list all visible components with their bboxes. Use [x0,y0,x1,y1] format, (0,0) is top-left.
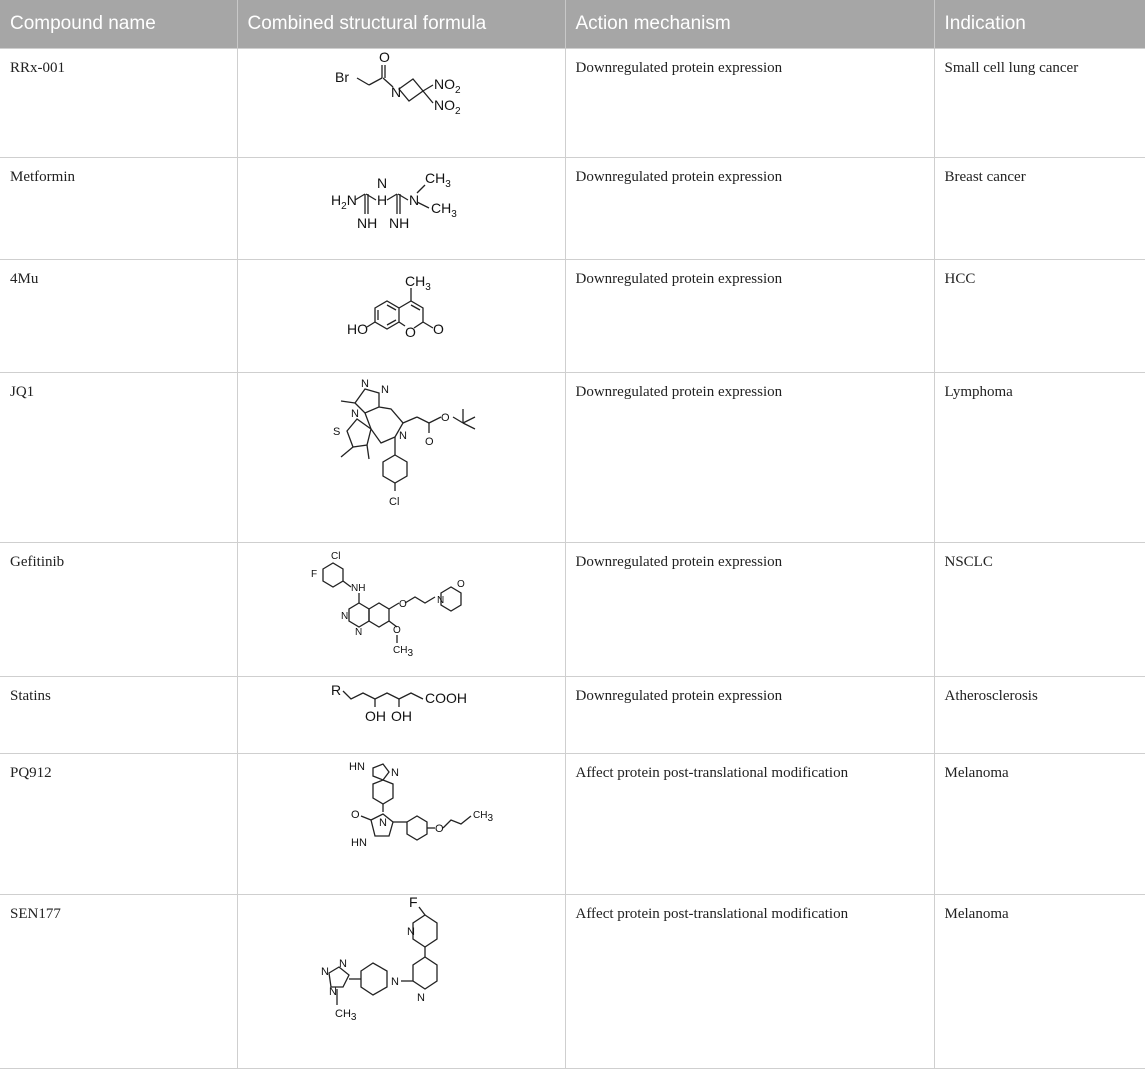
svg-text:H2N: $H_2N$ [331,191,357,212]
svg-text:N: N [361,377,369,390]
table-row [0,372,1145,542]
pq912-structure-image [311,754,494,894]
gefitinib-structure-image [301,543,501,663]
svg-text:HO: HO [347,320,368,337]
svg-text:CH3: CH3 [393,644,414,659]
compound-name: Metformin [0,157,237,259]
svg-text:OH: OH [391,707,412,724]
svg-text:HN: HN [349,760,365,773]
svg-text:O: O [405,323,416,340]
indication: Melanoma [934,894,1145,1068]
action-mechanism: Downregulated protein expression [565,259,934,372]
svg-text:O: O [425,435,434,448]
svg-text:N: N [391,766,399,779]
table-row [0,676,1145,753]
table-row [0,894,1145,1068]
atom-label: N [391,83,402,100]
svg-text:COOH: COOH [425,689,467,706]
atom-label: Br [335,68,349,85]
svg-text:N: N [339,957,347,970]
svg-text:O: O [351,808,360,821]
svg-text:CH3: $CH_3$ [405,272,431,293]
indication: Small cell lung cancer [934,48,1145,157]
svg-text:N: N [379,816,387,829]
svg-text:O: O [457,578,465,590]
svg-text:NH: NH [389,214,410,231]
action-mechanism: Affect protein post-translational modification [565,753,934,894]
indication: Breast cancer [934,157,1145,259]
jq1-structure-image [311,373,491,538]
svg-text:N: N [341,610,349,622]
svg-text:H: H [377,191,388,208]
svg-text:N: N [409,191,420,208]
metformin-structure-image [321,158,481,258]
action-mechanism: Downregulated protein expression [565,372,934,542]
svg-text:F: F [311,568,318,580]
svg-text:Cl: Cl [389,495,400,508]
svg-text:N: N [381,383,389,396]
action-mechanism: Downregulated protein expression [565,676,934,753]
svg-text:O: O [393,624,401,636]
compound-name: SEN177 [0,894,237,1068]
svg-text:NH: NH [357,214,378,231]
svg-text:N: N [407,925,415,938]
structural-formula [237,48,565,157]
sen177-structure-image [301,895,501,1065]
svg-text:N: N [355,626,363,638]
svg-text:O: O [433,320,444,337]
action-mechanism: Downregulated protein expression [565,48,934,157]
svg-text:NO2: $NO_2$ [434,75,461,96]
header-compound-name: Compound name [0,0,237,48]
indication: Melanoma [934,753,1145,894]
table-row [0,542,1145,676]
structural-formula [237,372,565,542]
action-mechanism: Downregulated protein expression [565,157,934,259]
svg-text:CH3: $CH_3$ [425,169,451,190]
svg-text:N: N [329,985,337,998]
svg-text:NH: NH [351,582,366,594]
action-mechanism: Downregulated protein expression [565,542,934,676]
svg-text:N: N [399,429,407,442]
table-row [0,259,1145,372]
svg-text:O: O [399,598,407,610]
svg-text:N: N [351,407,359,420]
svg-text:OH: OH [365,707,386,724]
table-row [0,48,1145,157]
svg-text:R: R [331,681,342,698]
structural-formula [237,894,565,1068]
compound-name: RRx-001 [0,48,237,157]
header-action-mechanism: Action mechanism [565,0,934,48]
header-structural-formula: Combined structural formula [237,0,565,48]
atom-label: O [379,48,390,65]
svg-text:N: N [417,991,425,1004]
structural-formula [237,259,565,372]
rrx-001-structure-image [321,49,481,149]
structural-formula [237,676,565,753]
svg-text:O: O [441,411,450,424]
compound-name: Statins [0,676,237,753]
indication: Atherosclerosis [934,676,1145,753]
svg-text:N: N [377,174,388,191]
indication: HCC [934,259,1145,372]
svg-text:NO2: $NO_2$ [434,96,461,117]
svg-text:S: S [333,425,341,438]
svg-text:Cl: Cl [331,550,341,562]
svg-text:HN: HN [351,836,367,849]
indication: NSCLC [934,542,1145,676]
4mu-structure-image [321,260,481,370]
structural-formula [237,753,565,894]
svg-text:N: N [437,594,445,606]
table-row [0,753,1145,894]
compound-name: Gefitinib [0,542,237,676]
svg-text:N: N [391,975,399,988]
svg-text:N: N [321,965,329,978]
compound-name: 4Mu [0,259,237,372]
svg-text:CH3: $CH_3$ [431,199,457,220]
table-header-row [0,0,1145,48]
svg-text:F: F [409,893,418,910]
statins-structure-image [311,677,491,747]
indication: Lymphoma [934,372,1145,542]
table-row [0,157,1145,259]
compound-name: JQ1 [0,372,237,542]
compound-name: PQ912 [0,753,237,894]
svg-text:CH3: CH3 [335,1007,357,1023]
structural-formula [237,542,565,676]
svg-text:O: O [435,822,444,835]
structural-formula [237,157,565,259]
header-indication: Indication [934,0,1145,48]
action-mechanism: Affect protein post-translational modification [565,894,934,1068]
svg-text:CH3: CH3 [473,809,494,824]
